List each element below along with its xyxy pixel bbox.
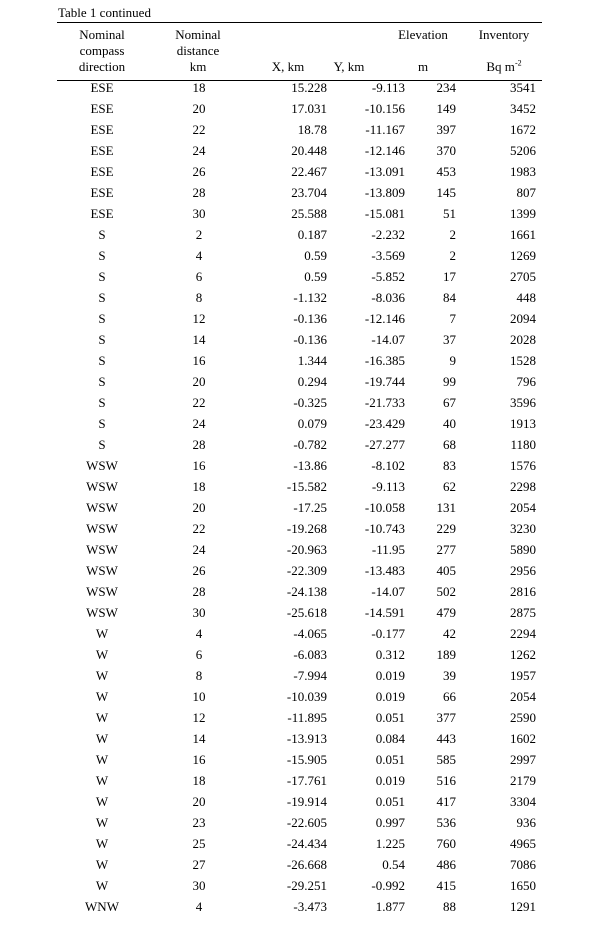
elevation-cell: 536 [436, 815, 456, 830]
y-cell: -13.809 [364, 185, 405, 200]
elevation-cell: 417 [436, 794, 456, 809]
elevation-cell: 479 [436, 605, 456, 620]
direction-cell: WSW [86, 605, 118, 620]
direction-cell: ESE [90, 122, 114, 137]
inventory-cell: 2028 [510, 332, 536, 347]
distance-cell: 27 [192, 857, 206, 872]
elevation-cell: 453 [436, 164, 456, 179]
direction-cell: W [95, 731, 109, 746]
distance-cell: 24 [192, 416, 206, 431]
table-row [57, 269, 542, 290]
x-cell: -17.761 [286, 773, 327, 788]
distance-cell: 20 [192, 374, 206, 389]
table-row [57, 836, 542, 857]
x-cell: -10.039 [286, 689, 327, 704]
elevation-cell: 68 [443, 437, 456, 452]
elevation-cell: 234 [436, 80, 456, 95]
inventory-cell: 2875 [510, 605, 536, 620]
x-cell: -24.138 [286, 584, 327, 599]
distance-cell: 25 [192, 836, 206, 851]
distance-cell: 26 [192, 164, 206, 179]
header-distance-line-2: distance [176, 43, 220, 58]
table-row [57, 374, 542, 395]
distance-cell: 6 [195, 269, 203, 284]
elevation-cell: 9 [449, 353, 456, 368]
distance-cell: 28 [192, 437, 206, 452]
table-row [57, 542, 542, 563]
y-cell: -8.102 [371, 458, 405, 473]
y-cell: -27.277 [364, 437, 405, 452]
inventory-cell: 796 [516, 374, 536, 389]
header-inventory-unit [466, 59, 542, 75]
y-cell: 1.877 [375, 899, 405, 914]
elevation-cell: 377 [436, 710, 456, 725]
table-row [57, 290, 542, 311]
table-body [57, 80, 542, 920]
y-cell: -5.852 [371, 269, 405, 284]
elevation-cell: 149 [436, 101, 456, 116]
direction-cell: S [98, 227, 106, 242]
top-rule [57, 22, 542, 23]
distance-cell: 22 [192, 122, 206, 137]
inventory-cell: 1957 [510, 668, 536, 683]
inventory-cell: 2956 [510, 563, 536, 578]
elevation-cell: 40 [443, 416, 456, 431]
table-row [57, 563, 542, 584]
table-row [57, 878, 542, 899]
header-direction-line-3: direction [78, 59, 126, 74]
elevation-cell: 760 [436, 836, 456, 851]
direction-cell: S [98, 332, 106, 347]
header-distance [158, 27, 238, 75]
direction-cell: W [95, 626, 109, 641]
table-row [57, 773, 542, 794]
x-cell: 18.78 [297, 122, 327, 137]
x-cell: -0.325 [293, 395, 327, 410]
inventory-cell: 1661 [510, 227, 536, 242]
y-cell: -14.591 [364, 605, 405, 620]
direction-cell: WSW [86, 458, 118, 473]
elevation-cell: 83 [443, 458, 456, 473]
distance-cell: 23 [192, 815, 206, 830]
distance-cell: 12 [192, 710, 206, 725]
x-cell: -19.914 [286, 794, 327, 809]
direction-cell: W [95, 794, 109, 809]
elevation-cell: 66 [443, 689, 456, 704]
elevation-cell: 84 [443, 290, 456, 305]
elevation-cell: 37 [443, 332, 456, 347]
table-row [57, 668, 542, 689]
y-cell: -16.385 [364, 353, 405, 368]
inventory-cell: 3452 [510, 101, 536, 116]
x-cell: -15.582 [286, 479, 327, 494]
y-cell: -13.483 [364, 563, 405, 578]
table-row [57, 437, 542, 458]
distance-cell: 28 [192, 185, 206, 200]
header-direction-line-2: compass [79, 43, 125, 58]
inventory-cell: 1913 [510, 416, 536, 431]
direction-cell: S [98, 416, 106, 431]
table-row [57, 500, 542, 521]
distance-cell: 22 [192, 521, 206, 536]
header-direction-line-1: Nominal [79, 27, 125, 42]
table-row [57, 248, 542, 269]
elevation-cell: 189 [436, 647, 456, 662]
table-row [57, 710, 542, 731]
x-cell: -13.913 [286, 731, 327, 746]
distance-cell: 8 [195, 668, 203, 683]
y-cell: -9.113 [371, 479, 405, 494]
distance-cell: 16 [192, 752, 206, 767]
inventory-cell: 2054 [510, 500, 536, 515]
x-cell: -3.473 [293, 899, 327, 914]
header-inventory: Inventory [478, 27, 530, 42]
distance-cell: 30 [192, 206, 206, 221]
table-row [57, 143, 542, 164]
distance-cell: 30 [192, 878, 206, 893]
distance-cell: 2 [195, 227, 203, 242]
table-row [57, 752, 542, 773]
y-cell: -10.743 [364, 521, 405, 536]
header-inventory-unit-base: Bq m [486, 59, 515, 74]
x-cell: 0.59 [304, 248, 327, 263]
inventory-cell: 5890 [510, 542, 536, 557]
table-row [57, 395, 542, 416]
inventory-cell: 936 [516, 815, 536, 830]
distance-cell: 16 [192, 353, 206, 368]
inventory-cell: 1602 [510, 731, 536, 746]
y-cell: 0.051 [375, 710, 405, 725]
x-cell: 1.344 [297, 353, 327, 368]
inventory-cell: 1399 [510, 206, 536, 221]
inventory-cell: 2094 [510, 311, 536, 326]
distance-cell: 16 [192, 458, 206, 473]
y-cell: -0.992 [371, 878, 405, 893]
direction-cell: W [95, 668, 109, 683]
elevation-cell: 99 [443, 374, 456, 389]
direction-cell: W [95, 836, 109, 851]
x-cell: -11.895 [287, 710, 327, 725]
distance-cell: 4 [195, 626, 203, 641]
y-cell: 1.225 [375, 836, 405, 851]
inventory-cell: 2705 [510, 269, 536, 284]
direction-cell: WSW [86, 563, 118, 578]
elevation-cell: 2 [449, 227, 456, 242]
elevation-cell: 415 [436, 878, 456, 893]
elevation-cell: 486 [436, 857, 456, 872]
distance-cell: 14 [192, 332, 206, 347]
distance-cell: 18 [192, 479, 206, 494]
header-elevation-unit: m [417, 59, 429, 74]
x-cell: -7.994 [293, 668, 327, 683]
table-row [57, 101, 542, 122]
inventory-cell: 1291 [510, 899, 536, 914]
elevation-cell: 229 [436, 521, 456, 536]
table-row [57, 122, 542, 143]
x-cell: -0.136 [293, 311, 327, 326]
distance-cell: 20 [192, 500, 206, 515]
direction-cell: S [98, 437, 106, 452]
elevation-cell: 2 [449, 248, 456, 263]
y-cell: -21.733 [364, 395, 405, 410]
direction-cell: S [98, 395, 106, 410]
inventory-cell: 807 [516, 185, 536, 200]
y-cell: 0.312 [375, 647, 405, 662]
direction-cell: ESE [90, 80, 114, 95]
y-cell: 0.019 [375, 773, 405, 788]
inventory-cell: 1269 [510, 248, 536, 263]
elevation-cell: 131 [436, 500, 456, 515]
y-cell: -8.036 [371, 290, 405, 305]
distance-cell: 18 [192, 80, 206, 95]
y-cell: 0.019 [375, 689, 405, 704]
table-row [57, 458, 542, 479]
x-cell: -20.963 [286, 542, 327, 557]
table-row [57, 479, 542, 500]
inventory-cell: 3230 [510, 521, 536, 536]
direction-cell: ESE [90, 101, 114, 116]
header-elevation: Elevation [398, 27, 448, 42]
distance-cell: 24 [192, 542, 206, 557]
direction-cell: W [95, 773, 109, 788]
table-row [57, 206, 542, 227]
inventory-cell: 2179 [510, 773, 536, 788]
direction-cell: ESE [90, 164, 114, 179]
table-row [57, 584, 542, 605]
x-cell: -1.132 [293, 290, 327, 305]
direction-cell: WSW [86, 521, 118, 536]
elevation-cell: 7 [449, 311, 456, 326]
y-cell: -15.081 [364, 206, 405, 221]
direction-cell: ESE [90, 143, 114, 158]
table-row [57, 605, 542, 626]
elevation-cell: 502 [436, 584, 456, 599]
y-cell: -12.146 [364, 311, 405, 326]
inventory-cell: 2997 [510, 752, 536, 767]
elevation-cell: 277 [436, 542, 456, 557]
table-row [57, 80, 542, 101]
table-row [57, 164, 542, 185]
distance-cell: 28 [192, 584, 206, 599]
inventory-cell: 3541 [510, 80, 536, 95]
elevation-cell: 145 [436, 185, 456, 200]
inventory-cell: 3596 [510, 395, 536, 410]
inventory-cell: 1576 [510, 458, 536, 473]
elevation-cell: 62 [443, 479, 456, 494]
direction-cell: W [95, 815, 109, 830]
elevation-cell: 39 [443, 668, 456, 683]
inventory-cell: 5206 [510, 143, 536, 158]
y-cell: -3.569 [371, 248, 405, 263]
x-cell: -13.86 [293, 458, 327, 473]
header-inventory-unit-exponent: -2 [514, 58, 522, 68]
table-row [57, 416, 542, 437]
x-cell: -29.251 [286, 878, 327, 893]
x-cell: -26.668 [286, 857, 327, 872]
elevation-cell: 370 [436, 143, 456, 158]
y-cell: 0.997 [375, 815, 405, 830]
inventory-cell: 4965 [510, 836, 536, 851]
direction-cell: ESE [90, 206, 114, 221]
y-cell: 0.084 [375, 731, 405, 746]
x-cell: 0.079 [297, 416, 327, 431]
distance-cell: 12 [192, 311, 206, 326]
inventory-cell: 2054 [510, 689, 536, 704]
direction-cell: WSW [86, 542, 118, 557]
x-cell: -0.782 [293, 437, 327, 452]
distance-cell: 20 [192, 794, 206, 809]
x-cell: -22.309 [286, 563, 327, 578]
header-x: X, km [271, 59, 305, 74]
y-cell: -10.058 [364, 500, 405, 515]
y-cell: -14.07 [371, 584, 405, 599]
distance-cell: 4 [195, 899, 203, 914]
elevation-cell: 443 [436, 731, 456, 746]
direction-cell: S [98, 248, 106, 263]
x-cell: -24.434 [286, 836, 327, 851]
inventory-cell: 1528 [510, 353, 536, 368]
y-cell: 0.019 [375, 668, 405, 683]
direction-cell: W [95, 647, 109, 662]
y-cell: -12.146 [364, 143, 405, 158]
elevation-cell: 42 [443, 626, 456, 641]
table-row [57, 857, 542, 878]
header-y: Y, km [333, 59, 365, 74]
inventory-cell: 2816 [510, 584, 536, 599]
inventory-cell: 2298 [510, 479, 536, 494]
distance-cell: 6 [195, 647, 203, 662]
x-cell: -22.605 [286, 815, 327, 830]
y-cell: -23.429 [364, 416, 405, 431]
elevation-cell: 51 [443, 206, 456, 221]
elevation-cell: 88 [443, 899, 456, 914]
table-row [57, 731, 542, 752]
x-cell: 22.467 [291, 164, 327, 179]
y-cell: 0.051 [375, 752, 405, 767]
x-cell: 23.704 [291, 185, 327, 200]
inventory-cell: 1672 [510, 122, 536, 137]
y-cell: -14.07 [371, 332, 405, 347]
x-cell: 0.294 [297, 374, 327, 389]
x-cell: 20.448 [291, 143, 327, 158]
inventory-cell: 2294 [510, 626, 536, 641]
x-cell: 25.588 [291, 206, 327, 221]
y-cell: -13.091 [364, 164, 405, 179]
y-cell: -10.156 [364, 101, 405, 116]
direction-cell: S [98, 269, 106, 284]
x-cell: -15.905 [286, 752, 327, 767]
direction-cell: WSW [86, 479, 118, 494]
direction-cell: S [98, 290, 106, 305]
direction-cell: WSW [86, 584, 118, 599]
x-cell: 15.228 [291, 80, 327, 95]
distance-cell: 24 [192, 143, 206, 158]
direction-cell: W [95, 689, 109, 704]
x-cell: -6.083 [293, 647, 327, 662]
inventory-cell: 7086 [510, 857, 536, 872]
direction-cell: WSW [86, 500, 118, 515]
table-row [57, 647, 542, 668]
direction-cell: WNW [85, 899, 119, 914]
table-caption: Table 1 continued [58, 5, 151, 20]
inventory-cell: 2590 [510, 710, 536, 725]
y-cell: 0.54 [382, 857, 405, 872]
distance-cell: 8 [195, 290, 203, 305]
table-row [57, 815, 542, 836]
direction-cell: S [98, 353, 106, 368]
direction-cell: S [98, 374, 106, 389]
y-cell: -19.744 [364, 374, 405, 389]
x-cell: -0.136 [293, 332, 327, 347]
inventory-cell: 1180 [510, 437, 536, 452]
inventory-cell: 1650 [510, 878, 536, 893]
inventory-cell: 1262 [510, 647, 536, 662]
x-cell: 17.031 [291, 101, 327, 116]
y-cell: 0.051 [375, 794, 405, 809]
distance-cell: 18 [192, 773, 206, 788]
distance-cell: 20 [192, 101, 206, 116]
table-row [57, 311, 542, 332]
direction-cell: W [95, 857, 109, 872]
elevation-cell: 67 [443, 395, 456, 410]
direction-cell: S [98, 311, 106, 326]
y-cell: -11.95 [371, 542, 405, 557]
header-distance-line-1: Nominal [175, 27, 221, 42]
x-cell: -4.065 [293, 626, 327, 641]
header-distance-line-3: km [189, 59, 207, 74]
y-cell: -0.177 [371, 626, 405, 641]
elevation-cell: 516 [436, 773, 456, 788]
table-row [57, 626, 542, 647]
y-cell: -2.232 [371, 227, 405, 242]
distance-cell: 26 [192, 563, 206, 578]
inventory-cell: 3304 [510, 794, 536, 809]
table-row [57, 227, 542, 248]
distance-cell: 10 [192, 689, 206, 704]
table-row [57, 332, 542, 353]
elevation-cell: 397 [436, 122, 456, 137]
x-cell: -19.268 [286, 521, 327, 536]
table-row [57, 899, 542, 920]
table-row [57, 185, 542, 206]
x-cell: 0.59 [304, 269, 327, 284]
direction-cell: W [95, 710, 109, 725]
table-row [57, 353, 542, 374]
distance-cell: 30 [192, 605, 206, 620]
inventory-cell: 448 [516, 290, 536, 305]
y-cell: -9.113 [371, 80, 405, 95]
distance-cell: 22 [192, 395, 206, 410]
elevation-cell: 585 [436, 752, 456, 767]
x-cell: -25.618 [286, 605, 327, 620]
elevation-cell: 17 [443, 269, 456, 284]
x-cell: 0.187 [297, 227, 327, 242]
direction-cell: ESE [90, 185, 114, 200]
elevation-cell: 405 [436, 563, 456, 578]
table-row [57, 689, 542, 710]
header-direction [57, 27, 147, 75]
y-cell: -11.167 [365, 122, 405, 137]
table-row [57, 521, 542, 542]
distance-cell: 14 [192, 731, 206, 746]
direction-cell: W [95, 878, 109, 893]
direction-cell: W [95, 752, 109, 767]
inventory-cell: 1983 [510, 164, 536, 179]
distance-cell: 4 [195, 248, 203, 263]
table-row [57, 794, 542, 815]
x-cell: -17.25 [293, 500, 327, 515]
